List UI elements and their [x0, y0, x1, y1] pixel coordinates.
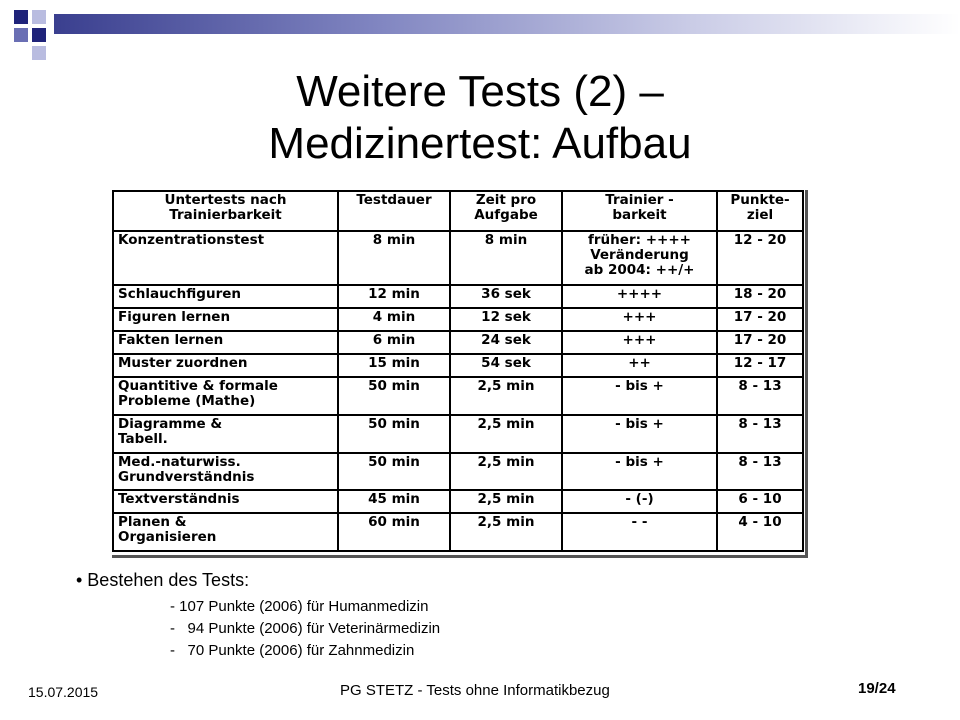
- title-line-1: Weitere Tests (2) –: [296, 67, 664, 116]
- deco-square: [14, 28, 28, 42]
- subtest-name-cell: Planen & Organisieren: [113, 513, 338, 551]
- table-row: [113, 453, 803, 491]
- column-header: Trainier - barkeit: [562, 191, 717, 231]
- table-cell: 12 - 17: [717, 354, 803, 377]
- subtest-name-cell: Textverständnis: [113, 490, 338, 513]
- title-line-2: Medizinertest: Aufbau: [268, 119, 692, 168]
- table-cell: 17 - 20: [717, 331, 803, 354]
- table-cell: 6 - 10: [717, 490, 803, 513]
- test-table-container: [112, 190, 808, 558]
- table-cell: 50 min: [338, 377, 450, 415]
- pass-criteria-heading: • Bestehen des Tests:: [76, 570, 250, 590]
- table-cell: 8 min: [450, 231, 562, 285]
- table-cell: 2,5 min: [450, 490, 562, 513]
- table-cell: 24 sek: [450, 331, 562, 354]
- table-cell: 8 - 13: [717, 415, 803, 453]
- table-cell: +++: [562, 331, 717, 354]
- subtest-name-cell: Fakten lernen: [113, 331, 338, 354]
- table-row: [113, 285, 803, 308]
- footer-title: PG STETZ - Tests ohne Informatikbezug: [340, 682, 610, 699]
- test-structure-table: [112, 190, 804, 552]
- table-cell: +++: [562, 308, 717, 331]
- footer-date: 15.07.2015: [28, 684, 99, 700]
- table-header-row: [113, 191, 803, 231]
- subtest-name-cell: Diagramme & Tabell.: [113, 415, 338, 453]
- column-header: Testdauer: [338, 191, 450, 231]
- table-cell: 12 - 20: [717, 231, 803, 285]
- table-cell: 2,5 min: [450, 377, 562, 415]
- subtest-name-cell: Muster zuordnen: [113, 354, 338, 377]
- pass-criteria-item: - 94 Punkte (2006) für Veterinärmedizin: [170, 620, 441, 637]
- table-cell: 8 min: [338, 231, 450, 285]
- pass-criteria-item: - 107 Punkte (2006) für Humanmedizin: [170, 598, 429, 615]
- table-cell: 15 min: [338, 354, 450, 377]
- table-cell: 17 - 20: [717, 308, 803, 331]
- table-cell: 2,5 min: [450, 513, 562, 551]
- table-cell: ++: [562, 354, 717, 377]
- table-cell: 45 min: [338, 490, 450, 513]
- table-cell: früher: ++++ Veränderung ab 2004: ++/+: [562, 231, 717, 285]
- table-cell: 60 min: [338, 513, 450, 551]
- table-cell: ++++: [562, 285, 717, 308]
- table-cell: 8 - 13: [717, 377, 803, 415]
- table-cell: 54 sek: [450, 354, 562, 377]
- subtest-name-cell: Konzentrationstest: [113, 231, 338, 285]
- page-number: 19/24: [858, 680, 896, 697]
- table-cell: 50 min: [338, 453, 450, 491]
- deco-square: [14, 10, 28, 24]
- slide-title: [120, 66, 840, 170]
- deco-square: [32, 46, 46, 60]
- subtest-name-cell: Figuren lernen: [113, 308, 338, 331]
- subtest-name-cell: Med.-naturwiss. Grundverständnis: [113, 453, 338, 491]
- table-row: [113, 231, 803, 285]
- table-row: [113, 415, 803, 453]
- table-cell: 12 min: [338, 285, 450, 308]
- table-row: [113, 490, 803, 513]
- table-cell: 12 sek: [450, 308, 562, 331]
- pass-criteria-item: - 70 Punkte (2006) für Zahnmedizin: [170, 642, 415, 659]
- table-cell: 8 - 13: [717, 453, 803, 491]
- table-row: [113, 354, 803, 377]
- table-cell: 2,5 min: [450, 453, 562, 491]
- deco-square: [32, 28, 46, 42]
- table-cell: - -: [562, 513, 717, 551]
- header-bar: [54, 14, 960, 34]
- column-header: Punkte- ziel: [717, 191, 803, 231]
- table-row: [113, 308, 803, 331]
- deco-square: [32, 10, 46, 24]
- table-cell: 6 min: [338, 331, 450, 354]
- table-cell: 4 min: [338, 308, 450, 331]
- table-row: [113, 377, 803, 415]
- table-row: [113, 513, 803, 551]
- column-header: Zeit pro Aufgabe: [450, 191, 562, 231]
- table-row: [113, 331, 803, 354]
- table-cell: - bis +: [562, 377, 717, 415]
- subtest-name-cell: Quantitive & formale Probleme (Mathe): [113, 377, 338, 415]
- table-cell: - bis +: [562, 415, 717, 453]
- table-cell: 36 sek: [450, 285, 562, 308]
- subtest-name-cell: Schlauchfiguren: [113, 285, 338, 308]
- table-cell: 18 - 20: [717, 285, 803, 308]
- table-cell: 50 min: [338, 415, 450, 453]
- table-cell: - bis +: [562, 453, 717, 491]
- column-header: Untertests nach Trainierbarkeit: [113, 191, 338, 231]
- table-cell: 2,5 min: [450, 415, 562, 453]
- table-cell: - (-): [562, 490, 717, 513]
- table-cell: 4 - 10: [717, 513, 803, 551]
